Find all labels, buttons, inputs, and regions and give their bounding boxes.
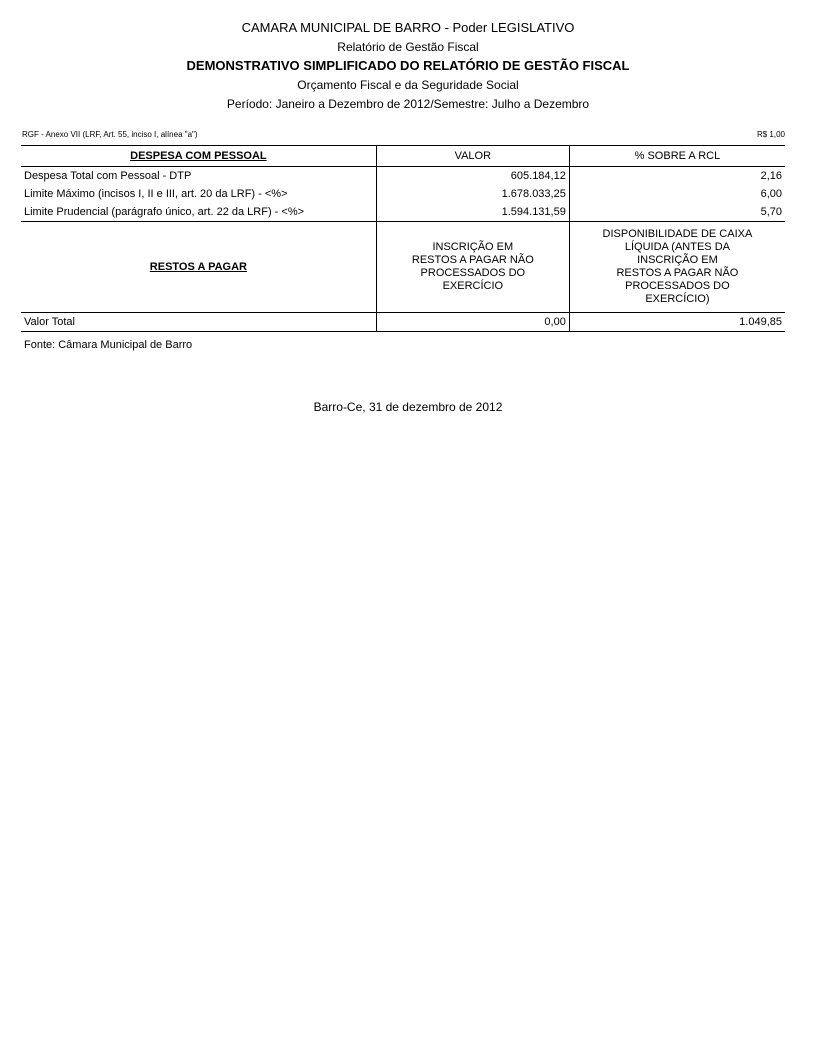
header-line: PROCESSADOS DO [625,280,730,292]
annex-reference: RGF - Anexo VII (LRF, Art. 55, inciso I, alínea "a") [22,130,198,139]
place-and-date: Barro-Ce, 31 de dezembro de 2012 [313,400,503,414]
data-source: Fonte: Câmara Municipal de Barro [24,339,193,351]
row-valor: 1.594.131,59 [376,203,569,222]
header-line: EXERCÍCIO [442,280,504,292]
fiscal-summary-table [21,145,785,332]
restos-title: RESTOS A PAGAR [21,222,376,313]
row-pct: 5,70 [569,203,785,222]
header-line: INSCRIÇÃO EM [637,254,718,266]
header-line: PROCESSADOS DO [420,267,526,279]
table-row [21,203,785,222]
restos-inscricao-header [376,222,569,313]
row-valor: 1.678.033,25 [376,185,569,203]
table-header-row [21,146,785,167]
total-valor: 0,00 [376,313,569,332]
table-row [21,167,785,186]
total-label: Valor Total [21,313,376,332]
restos-header-row [21,222,785,313]
header-valor: VALOR [376,146,569,167]
header-line: EXERCÍCIO) [645,293,710,305]
restos-disponibilidade-header [569,222,785,313]
header-line: INSCRIÇÃO EM [432,241,514,253]
header-line: RESTOS A PAGAR NÃO [616,267,739,279]
row-pct: 2,16 [569,167,785,186]
header-line: DISPONIBILIDADE DE CAIXA [602,228,753,240]
currency-unit: R$ 1,00 [756,130,785,139]
report-budget-scope: Orçamento Fiscal e da Seguridade Social [297,78,519,92]
total-row [21,313,785,332]
row-valor: 605.184,12 [376,167,569,186]
row-label: Despesa Total com Pessoal - DTP [24,170,192,182]
header-pct-rcl: % SOBRE A RCL [569,146,785,167]
row-pct: 6,00 [569,185,785,203]
row-label: Limite Prudencial (parágrafo único, art. 22 da LRF) - <%> [24,206,305,218]
report-entity-title: CAMARA MUNICIPAL DE BARRO - Poder LEGISLATIVO [241,20,575,35]
report-title: DEMONSTRATIVO SIMPLIFICADO DO RELATÓRIO DE GESTÃO FISCAL [186,58,630,73]
total-disponibilidade: 1.049,85 [569,313,785,332]
row-label: Limite Máximo (incisos I, II e III, art. 20 da LRF) - <%> [24,188,288,200]
report-type: Relatório de Gestão Fiscal [337,40,479,54]
header-line: RESTOS A PAGAR NÃO [411,254,534,266]
header-despesa-pessoal: DESPESA COM PESSOAL [21,146,376,167]
report-period: Período: Janeiro a Dezembro de 2012/Semestre: Julho a Dezembro [226,97,590,111]
header-line: LÍQUIDA (ANTES DA [624,241,730,253]
table-row [21,185,785,203]
